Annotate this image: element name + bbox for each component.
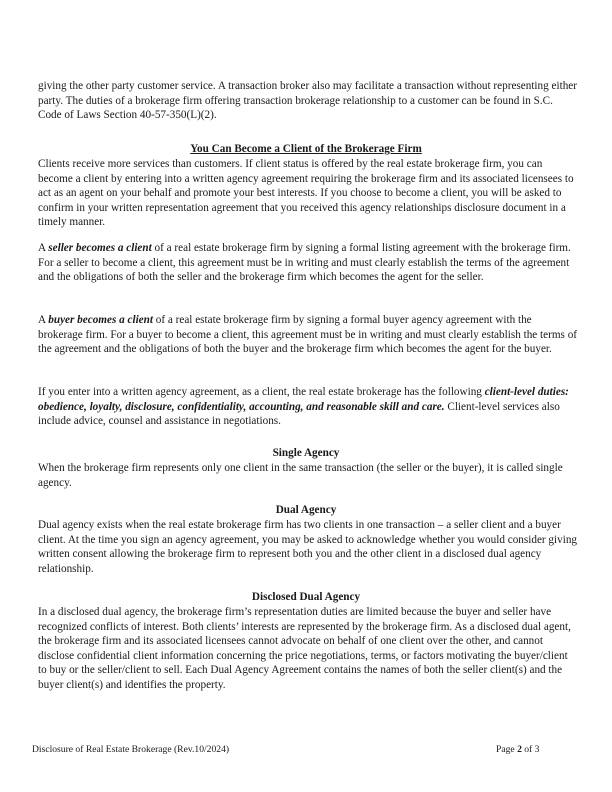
- dual-agency-heading: Dual Agency: [275, 504, 337, 516]
- seller-emphasis: seller becomes a client: [48, 242, 152, 254]
- seller-prefix: A: [38, 242, 49, 254]
- client-section-paragraph: Clients receive more services than customers. If client status is offered by the real estate brokerage firm, you can become a client by entering into a written agency agreement requiring the brokerage firm and its associated licensees to act as an agent on your behalf and promote your best interests. If you choose to become a client, you will be asked to confirm in your written representation agreement that you received this agency relationships disclosure document in a timely manner.: [38, 158, 574, 229]
- dual-agency-paragraph: Dual agency exists when the real estate brokerage firm has two clients in one transaction – a seller client and a buyer client. At the time you sign an agency agreement, you may be asked to acknowledge whether you would consider giving written consent allowing the brokerage firm to represent both you and the other client in a disclosed dual agency relationship.: [38, 519, 578, 575]
- duties-paragraph: [38, 385, 578, 429]
- page-current: 2: [517, 744, 522, 755]
- buyer-rest: of a real estate brokerage firm by signing a formal buyer agency agreement with the brokerage firm. For a buyer to become a client, this agreement must be in writing and must clearly establish the terms of the agreement and the obligations of both the buyer and the brokerage firm which becomes the agent for the buyer.: [38, 314, 578, 356]
- seller-rest: of a real estate brokerage firm by signing a formal listing agreement with the brokerage firm. For a seller to become a client, this agreement must be in writing and must clearly establish the terms of the agreement and the obligations of both the seller and the brokerage firm which becomes the agent for the seller.: [38, 242, 571, 284]
- seller-paragraph: [38, 241, 578, 285]
- buyer-emphasis: buyer becomes a client: [48, 314, 153, 326]
- duties-prefix: If you enter into a written agency agreement, as a client, the real estate brokerage has the following: [38, 386, 485, 398]
- buyer-prefix: A: [38, 314, 49, 326]
- single-agency-heading: Single Agency: [272, 447, 340, 459]
- page-prefix: Page: [496, 744, 518, 755]
- footer-document-title: Disclosure of Real Estate Brokerage (Rev.10/2024): [32, 744, 230, 755]
- intro-paragraph: giving the other party customer service. A transaction broker also may facilitate a transaction without representing either party. The duties of a brokerage firm offering transaction brokerage relationship to a customer can be found in S.C. Code of Laws Section 40-57-350(L)(2).: [38, 80, 577, 122]
- page-suffix: of 3: [521, 744, 540, 755]
- duties-rest: Client-level services also include advice, counsel and assistance in negotiations.: [38, 400, 560, 428]
- disclosed-dual-agency-paragraph: In a disclosed dual agency, the brokerage firm’s representation duties are limited because the buyer and seller have recognized conflicts of interest. Both clients’ interests are represented by the brokerage firm. As a disclosed dual agent, the brokerage firm and its associated licensees cannot advocate on behalf of one client over the other, and cannot disclose confidential client information concerning the price negotiations, terms, or factors motivating the buyer/client to buy or the seller/client to sell. Each Dual Agency Agreement contains the names of both the seller client(s) and the buyer client(s) and identifies the property.: [38, 606, 571, 691]
- client-section-heading: You Can Become a Client of the Brokerage Firm: [190, 143, 422, 155]
- footer-page-number: [496, 743, 539, 758]
- duties-emphasis: client-level duties: obedience, loyalty, disclosure, confidentiality, accounting, and reasonable skill and care.: [38, 386, 569, 413]
- single-agency-paragraph: When the brokerage firm represents only one client in the same transaction (the seller or the buyer), it is called single agency.: [38, 462, 563, 489]
- buyer-paragraph: [38, 313, 578, 357]
- disclosed-dual-agency-heading: Disclosed Dual Agency: [251, 591, 361, 603]
